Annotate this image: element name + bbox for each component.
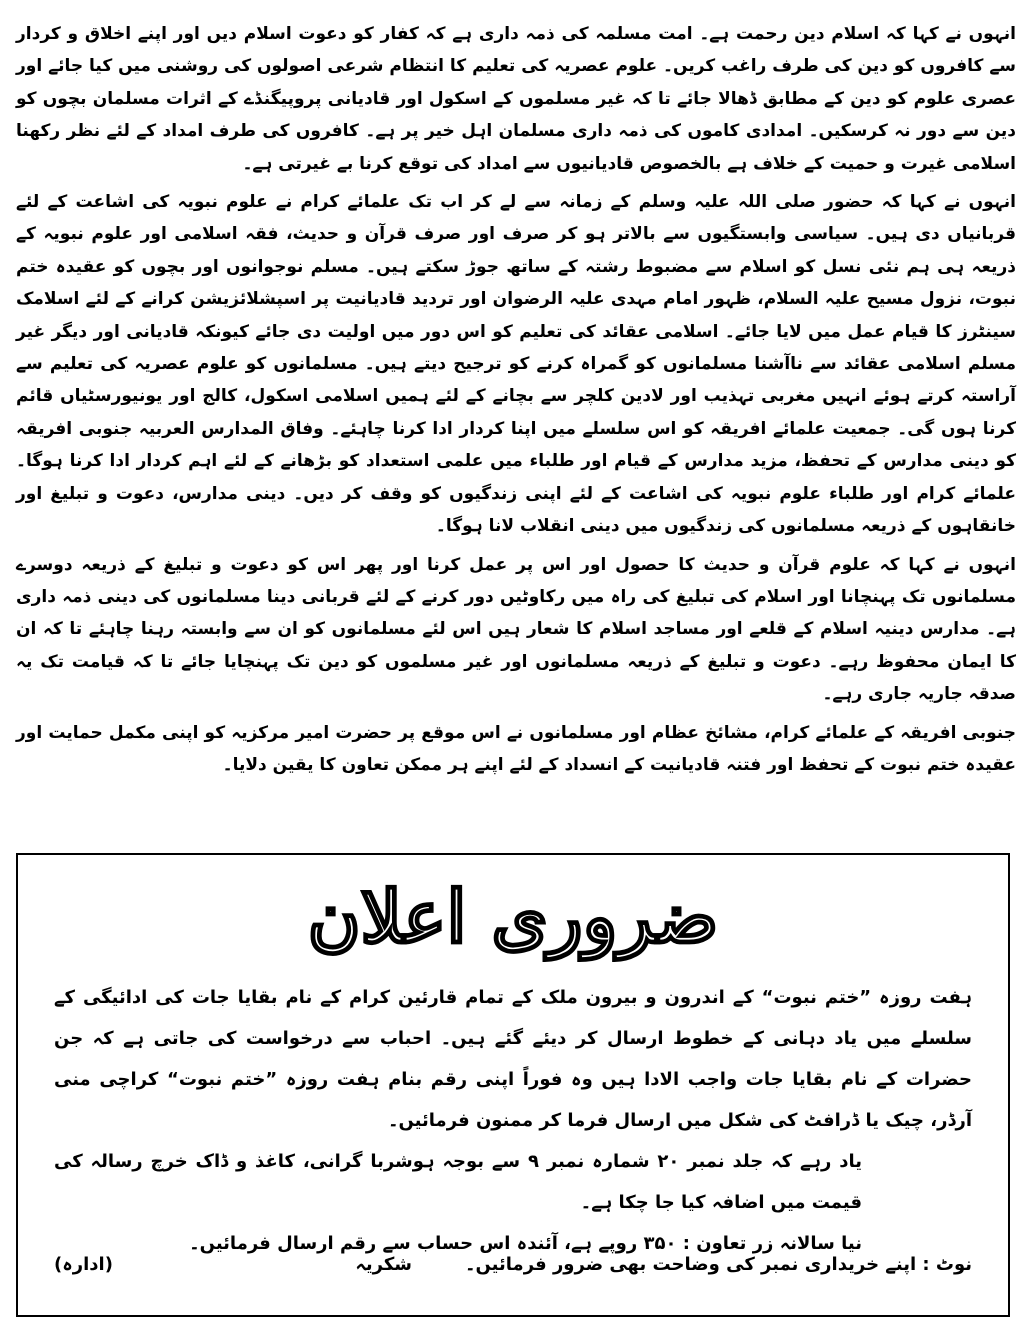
article-paragraph: انہوں نے کہا کہ اسلام دین رحمت ہے۔ امت مسلمہ کی ذمہ داری ہے کہ کفار کو دعوت اسلام دیں اور اپنے اخلاق و کردار سے کافروں کو دین کی طرف راغب کریں۔ علوم عصریہ کی تعلیم کا انتظام شرعی اصولوں کی روشنی میں کیا جائے اور عصری علوم کو دین کے مطابق ڈھالا جائے تا کہ غیر مسلموں کے اسکول اور قادیانی پروپیگنڈے کے اثرات مسلمان بچوں کو دین سے دور نہ کرسکیں۔ امدادی کاموں کی ذمہ داری مسلمان اہل خیر پر ہے۔ کافروں کی طرف امداد کے لئے نظر رکھنا اسلامی غیرت و حمیت کے خلاف ہے بالخصوص قادیانیوں سے امداد کی توقع کرنا بے غیرتی ہے۔ bbox=[16, 24, 1016, 174]
announcement-paragraph: ہفت روزہ ”ختم نبوت“ کے اندرون و بیرون ملک کے تمام قارئین کرام کے نام بقایا جات کی ادائیگی کے سلسلے میں یاد دہانی کے خطوط ارسال کر دیئے گئے ہیں۔ احباب سے درخواست کی جاتی ہے کہ جن حضرات کے نام بقایا جات واجب الادا ہیں وہ فوراً اپنی رقم بنام ہفت روزہ ”ختم نبوت“ کراچی منی آرڈر، چیک یا ڈرافٹ کی شکل میں ارسال فرما کر ممنون فرمائیں۔ bbox=[54, 987, 972, 1131]
announcement-box bbox=[16, 853, 1010, 1317]
announcement-paragraph: یاد رہے کہ جلد نمبر ۲۰ شمارہ نمبر ۹ سے بوجہ ہوشربا گرانی، کاغذ و ڈاک خرچ رسالہ کی قیمت میں اضافہ کیا جا چکا ہے۔ bbox=[54, 1151, 863, 1213]
announcement-footer bbox=[54, 1247, 972, 1283]
announcement-thanks: شکریہ bbox=[355, 1254, 412, 1275]
announcement-organization: (ادارہ) bbox=[54, 1254, 113, 1275]
announcement-note: نوٹ : اپنے خریداری نمبر کی وضاحت بھی ضرور فرمائیں۔ bbox=[464, 1254, 972, 1275]
article-body bbox=[16, 18, 1016, 787]
announcement-paragraph: نیا سالانہ زر تعاون : ۳۵۰ روپے ہے، آئندہ اس حساب سے رقم ارسال فرمائیں۔ bbox=[189, 1233, 862, 1254]
article-paragraph: انہوں نے کہا کہ حضور صلی اللہ علیہ وسلم کے زمانہ سے لے کر اب تک علمائے کرام نے علوم نبویہ کی اشاعت کے لئے قربانیاں دی ہیں۔ سیاسی وابستگیوں سے بالاتر ہو کر صرف اور صرف قرآن و حدیث، فقہ اسلامی اور علوم نبویہ کے ذریعہ ہی ہم نئی نسل کو اسلام سے مضبوط رشتہ کے ساتھ جوڑ سکتے ہیں۔ مسلم نوجوانوں اور بچوں کو عقیدہ ختم نبوت، نزول مسیح علیہ السلام، ظہور امام مہدی علیہ الرضوان اور تردید قادیانیت پر اسپشلائزیشن کرانے کے لئے اسلامک سینٹرز کا قیام عمل میں لایا جائے۔ اسلامی عقائد کی تعلیم کو اس دور میں اولیت دی جائے کیونکہ قادیانی اور دیگر غیر مسلم اسلامی عقائد سے ناآشنا مسلمانوں کو گمراہ کرنے کو ترجیح دیتے ہیں۔ مسلمانوں کو علوم عصریہ کی تعلیم سے آراستہ کرتے ہوئے انہیں مغربی تہذیب اور لادین کلچر سے بچانے کے لئے ہمیں اسلامی اسکول، کالج اور یونیورسٹیاں قائم کرنا ہوں گی۔ جمعیت علمائے افریقہ کو اس سلسلے میں اپنا کردار ادا کرنا چاہئے۔ وفاق المدارس العربیہ جنوبی افریقہ کو دینی مدارس کے تحفظ، مزید مدارس کے قیام اور طلباء میں علمی استعداد کو بڑھانے کے لئے اہم کردار ادا کرنا ہوگا۔ علمائے کرام اور طلباء علوم نبویہ کی اشاعت کے لئے اپنی زندگیوں کو وقف کر دیں۔ دینی مدارس، دعوت و تبلیغ اور خانقاہوں کے ذریعہ مسلمانوں کی زندگیوں میں دینی انقلاب لانا ہوگا۔ bbox=[16, 192, 1016, 537]
article-paragraph: جنوبی افریقہ کے علمائے کرام، مشائخ عظام اور مسلمانوں نے اس موقع پر حضرت امیر مرکزیہ کو اپنی مکمل حمایت اور عقیدہ ختم نبوت کے تحفظ اور فتنہ قادیانیت کے انسداد کے لئے اپنے ہر ممکن تعاون کا یقین دلایا۔ bbox=[16, 722, 1016, 775]
announcement-title: ضروری اعلان bbox=[307, 874, 719, 959]
article-paragraph: انہوں نے کہا کہ علوم قرآن و حدیث کا حصول اور اس پر عمل کرنا اور پھر اس کو دعوت و تبلیغ کے ذریعہ دوسرے مسلمانوں تک پہنچانا اور اسلام کی تبلیغ کی راہ میں رکاوٹیں دور کرنے کے لئے قربانی دینا مسلمانوں کی دینی ذمہ داری ہے۔ مدارس دینیہ اسلام کے قلعے اور مساجد اسلام کا شعار ہیں اس لئے مسلمانوں کو ان سے وابستہ رہنا چاہئے تا کہ ان کا ایمان محفوظ رہے۔ دعوت و تبلیغ کے ذریعہ مسلمانوں اور غیر مسلموں کو دین تک پہنچایا جائے تا کہ قیامت تک یہ صدقہ جاریہ جاری رہے۔ bbox=[16, 554, 1016, 705]
announcement-body bbox=[54, 977, 972, 1264]
